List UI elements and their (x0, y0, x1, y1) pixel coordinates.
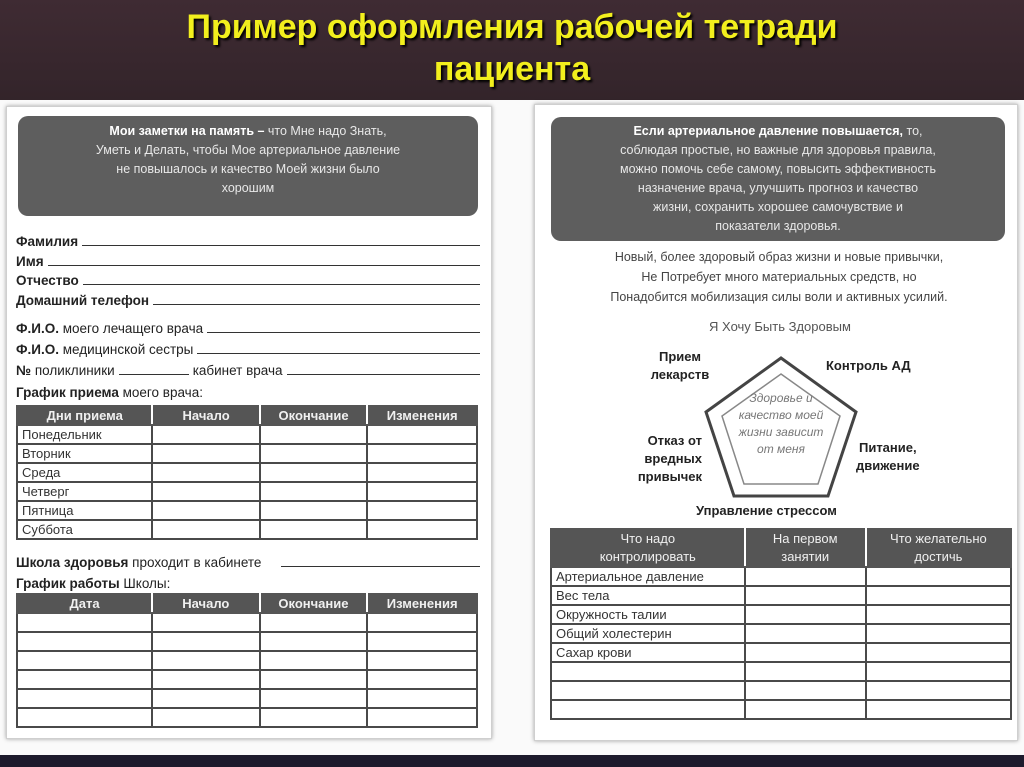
doctor-name-field[interactable] (16, 316, 480, 336)
schedule-table (16, 405, 478, 540)
schedule-row-label: Вторник (17, 444, 152, 463)
schedule-row-label: Среда (17, 463, 152, 482)
school-cell[interactable] (17, 632, 152, 651)
control-cell[interactable] (866, 662, 1011, 681)
control-header-goal-1: Что желательно (890, 531, 987, 546)
pressure-box-line-6: показатели здоровья. (715, 219, 841, 233)
school-cell[interactable] (17, 670, 152, 689)
control-cell[interactable] (745, 662, 866, 681)
name-label: Имя (16, 254, 44, 269)
schedule-cell[interactable] (367, 501, 477, 520)
schedule-row-label: Суббота (17, 520, 152, 539)
notes-box-line-3: не повышалось и качество Моей жизни было (116, 162, 380, 176)
school-cell[interactable] (17, 651, 152, 670)
schedule-row (17, 444, 477, 463)
node-nutrition-line-2: движение (856, 458, 920, 473)
node-habits-line-3: привычек (637, 469, 702, 484)
school-schedule-heading (16, 571, 480, 591)
schedule-cell[interactable] (152, 482, 259, 501)
lifestyle-paragraph (548, 247, 1010, 307)
school-cell[interactable] (17, 613, 152, 632)
schedule-row (17, 482, 477, 501)
school-row (17, 651, 477, 670)
node-bp-control: Контроль АД (826, 358, 911, 373)
notes-box-line-2: Уметь и Делать, чтобы Мое артериальное давление (95, 143, 401, 157)
doctor-label: моего лечащего врача (58, 321, 204, 336)
home-phone-field[interactable] (16, 288, 480, 308)
school-field[interactable] (16, 550, 480, 570)
schedule-row (17, 501, 477, 520)
schedule-cell[interactable] (260, 463, 368, 482)
pressure-box-line-2: соблюдая простые, но важные для здоровья правила, (620, 143, 936, 157)
schedule-heading-rest: моего врача: (118, 385, 203, 400)
schedule-heading-bold: График приема (16, 385, 119, 400)
nurse-label: медицинской сестры (58, 342, 194, 357)
title-line-2: пациента (433, 50, 591, 88)
notes-box-bold: Мои заметки на память – (109, 124, 265, 138)
node-habits-line-2: вредных (644, 451, 702, 466)
slide-title (0, 6, 1024, 90)
node-stress: Управление стрессом (696, 503, 837, 518)
schedule-row-label: Пятница (17, 501, 152, 520)
school-cell[interactable] (367, 689, 477, 708)
school-row (17, 689, 477, 708)
schedule-cell[interactable] (367, 444, 477, 463)
control-cell[interactable] (745, 586, 866, 605)
school-header-1: Начало (152, 594, 260, 613)
schedule-cell[interactable] (367, 425, 477, 444)
motto: Я Хочу Быть Здоровым (709, 319, 851, 334)
control-row (551, 605, 1011, 624)
control-row-label: Сахар крови (551, 643, 745, 662)
nurse-name-field[interactable] (16, 337, 480, 357)
lifestyle-line-3: Понадобится мобилизация силы воли и активных усилий. (610, 290, 948, 304)
node-medication-line-1: Прием (659, 349, 701, 364)
schedule-header-2: Окончание (260, 406, 368, 425)
node-medication-line-2: лекарств (650, 367, 710, 382)
control-header-goal-2: достичь (914, 549, 963, 564)
school-cell[interactable] (152, 708, 260, 727)
pentagon-center-line-1: Здоровье и (749, 391, 813, 405)
school-row (17, 670, 477, 689)
bottom-strip (0, 755, 1024, 767)
pressure-box-line-5: жизни, сохранить хорошее самочувствие и (653, 200, 903, 214)
control-cell[interactable] (866, 700, 1011, 719)
slide-header (0, 0, 1024, 100)
school-row (17, 632, 477, 651)
home-phone-label: Домашний телефон (16, 293, 149, 308)
school-header-2: Окончание (260, 594, 368, 613)
pressure-box-line-4: назначение врача, улучшить прогноз и качество (637, 181, 919, 195)
schedule-row (17, 425, 477, 444)
school-cell[interactable] (260, 689, 368, 708)
school-cell[interactable] (367, 613, 477, 632)
control-cell[interactable] (745, 567, 866, 586)
schedule-cell[interactable] (260, 425, 368, 444)
school-header-3: Изменения (367, 594, 477, 613)
school-cell[interactable] (260, 613, 368, 632)
school-cell[interactable] (260, 670, 368, 689)
school-row (17, 613, 477, 632)
control-header-goal (866, 529, 1011, 567)
patronymic-field[interactable] (16, 268, 480, 288)
pressure-box (551, 117, 1005, 241)
control-row (551, 681, 1011, 700)
pentagon-center (710, 390, 852, 458)
control-row-label: Артериальное давление (551, 567, 745, 586)
control-cell[interactable] (551, 662, 745, 681)
control-row (551, 700, 1011, 719)
schedule-cell[interactable] (152, 520, 259, 539)
notes-box-line-1: что Мне надо Знать, (264, 124, 387, 138)
control-header-first-2: занятии (781, 549, 830, 564)
title-line-1: Пример оформления рабочей тетради (186, 8, 838, 46)
schedule-row (17, 463, 477, 482)
control-cell[interactable] (745, 700, 866, 719)
school-label: проходит в кабинете (128, 555, 262, 570)
surname-field[interactable] (16, 229, 480, 249)
control-cell[interactable] (745, 624, 866, 643)
control-cell[interactable] (745, 681, 866, 700)
schedule-cell[interactable] (260, 482, 368, 501)
pentagon-center-line-2: качество моей (738, 408, 824, 422)
schedule-cell[interactable] (152, 501, 259, 520)
schedule-cell[interactable] (367, 482, 477, 501)
control-header-what (551, 529, 745, 567)
control-cell[interactable] (866, 586, 1011, 605)
school-header-0: Дата (17, 594, 152, 613)
schedule-cell[interactable] (367, 520, 477, 539)
school-cell[interactable] (260, 632, 368, 651)
school-schedule-rest: Школы: (119, 576, 171, 591)
school-cell[interactable] (367, 670, 477, 689)
nurse-label-bold: Ф.И.О. (16, 342, 59, 357)
school-cell[interactable] (17, 689, 152, 708)
node-nutrition (856, 439, 920, 475)
schedule-header-0: Дни приема (17, 406, 152, 425)
control-header-first (745, 529, 866, 567)
control-table (550, 528, 1012, 720)
school-label-bold: Школа здоровья (16, 555, 129, 570)
patronymic-label: Отчество (16, 273, 79, 288)
control-cell[interactable] (866, 605, 1011, 624)
control-cell[interactable] (551, 700, 745, 719)
schedule-cell[interactable] (260, 501, 368, 520)
school-cell[interactable] (367, 632, 477, 651)
control-cell[interactable] (745, 605, 866, 624)
school-cell[interactable] (367, 651, 477, 670)
surname-label: Фамилия (16, 234, 79, 249)
node-habits (618, 432, 702, 486)
school-cell[interactable] (152, 613, 260, 632)
node-medication (640, 348, 720, 384)
office-label: кабинет врача (192, 363, 283, 378)
clinic-label-bold: № (16, 363, 32, 378)
control-cell[interactable] (745, 643, 866, 662)
control-row (551, 567, 1011, 586)
control-cell[interactable] (551, 681, 745, 700)
clinic-label: поликлиники (31, 363, 115, 378)
school-cell[interactable] (152, 670, 260, 689)
lifestyle-line-2: Не Потребует много материальных средств, но (641, 270, 917, 284)
node-habits-line-1: Отказ от (647, 433, 702, 448)
control-row (551, 624, 1011, 643)
school-cell[interactable] (260, 708, 368, 727)
schedule-row-label: Четверг (17, 482, 152, 501)
control-cell[interactable] (866, 567, 1011, 586)
school-cell[interactable] (17, 708, 152, 727)
control-cell[interactable] (866, 681, 1011, 700)
notes-box-line-4: хорошим (221, 181, 275, 195)
schedule-cell[interactable] (367, 463, 477, 482)
control-row (551, 643, 1011, 662)
schedule-row (17, 520, 477, 539)
control-row (551, 662, 1011, 681)
school-cell[interactable] (367, 708, 477, 727)
schedule-header-1: Начало (152, 406, 259, 425)
control-cell[interactable] (866, 643, 1011, 662)
school-table (16, 593, 478, 728)
control-cell[interactable] (866, 624, 1011, 643)
schedule-row-label: Понедельник (17, 425, 152, 444)
pressure-box-line-1: то, (903, 124, 923, 138)
school-cell[interactable] (152, 689, 260, 708)
doctor-label-bold: Ф.И.О. (16, 321, 59, 336)
pressure-box-bold: Если артериальное давление повышается, (633, 124, 904, 138)
school-schedule-bold: График работы (16, 576, 120, 591)
schedule-cell[interactable] (152, 463, 259, 482)
schedule-cell[interactable] (260, 444, 368, 463)
school-cell[interactable] (260, 651, 368, 670)
control-header-what-1: Что надо (620, 531, 676, 546)
school-row (17, 708, 477, 727)
name-field[interactable] (16, 249, 480, 269)
schedule-cell[interactable] (152, 425, 259, 444)
schedule-cell[interactable] (260, 520, 368, 539)
clinic-field[interactable] (16, 358, 480, 378)
lifestyle-line-1: Новый, более здоровый образ жизни и новые привычки, (614, 250, 944, 264)
control-row-label: Окружность талии (551, 605, 745, 624)
schedule-header-3: Изменения (367, 406, 477, 425)
control-row-label: Общий холестерин (551, 624, 745, 643)
control-header-what-2: контролировать (599, 549, 696, 564)
pressure-box-line-3: можно помочь себе самому, повысить эффективность (619, 162, 936, 176)
school-cell[interactable] (152, 632, 260, 651)
control-header-first-1: На первом (772, 531, 838, 546)
schedule-heading (16, 380, 480, 400)
control-row (551, 586, 1011, 605)
school-cell[interactable] (152, 651, 260, 670)
node-nutrition-line-1: Питание, (858, 440, 917, 455)
pentagon-center-line-4: от меня (757, 442, 805, 456)
control-row-label: Вес тела (551, 586, 745, 605)
notes-box (18, 116, 478, 216)
schedule-cell[interactable] (152, 444, 259, 463)
pentagon-center-line-3: жизни зависит (738, 425, 824, 439)
